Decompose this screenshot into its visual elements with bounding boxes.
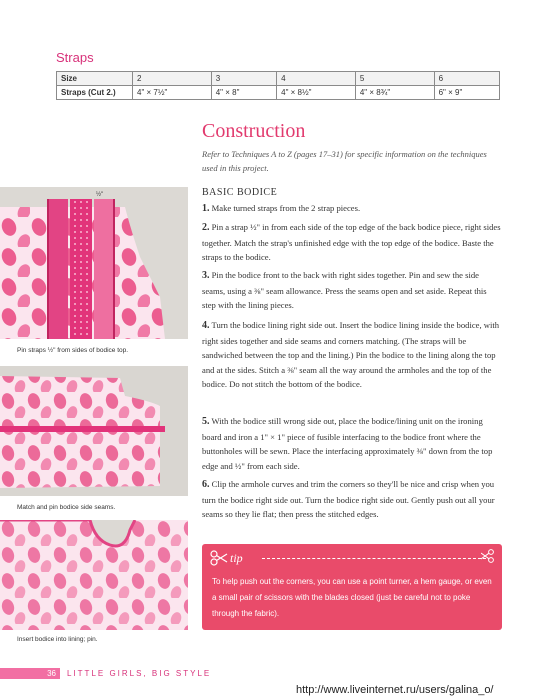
step-1	[202, 201, 502, 217]
step-number: 5.	[202, 416, 210, 427]
step-text: Pin a strap ½" in from each side of the top edge of the back bodice piece, right sides together. Match the strap's unfinished edge with the top edge of the bodice. Baste the straps to the bodice.	[202, 222, 501, 263]
step-3	[202, 268, 502, 313]
step-number: 4.	[202, 320, 210, 331]
construction-heading: Construction	[202, 120, 306, 142]
step-text: Pin the bodice front to the back with right sides together. Pin and sew the side seams, using a ⅜" seam allowance. Press the seams open and set aside. Repeat this step with the lining pieces.	[202, 270, 487, 311]
table-cell: 4	[277, 72, 356, 86]
step-2	[202, 220, 502, 265]
page-number: 36	[47, 669, 56, 678]
step-number: 1.	[202, 203, 210, 214]
section-heading: BASIC BODICE	[202, 187, 278, 198]
photo-caption: Match and pin bodice side seams.	[17, 504, 116, 511]
photo-side-seams	[0, 366, 188, 496]
step-number: 3.	[202, 270, 210, 281]
intro-text: Refer to Techniques A to Z (pages 17–31) for specific information on the techniques used in this project.	[202, 149, 487, 173]
measure-label: ½"	[96, 192, 104, 198]
book-title: LITTLE GIRLS, BIG STYLE	[67, 669, 212, 678]
table-cell: Size	[57, 72, 133, 86]
watermark-url: http://www.liveinternet.ru/users/galina_o/	[296, 684, 494, 696]
table-cell: 2	[133, 72, 212, 86]
step-text: Turn the bodice lining right side out. Insert the bodice lining inside the bodice, with right sides together and side seams and corners matching. (The straps will be sandwiched between the top and the lining.) Pin the bodice to the lining along the top and at the sides. Stitch a ⅜" seam all the way around the armholes and the top of the bodice. Do not stitch the bottom of the bodice.	[202, 320, 500, 390]
step-text: Clip the armhole curves and trim the corners so they'll be nice and crisp when you turn the bodice right side out. Turn the bodice right side out. Gently push out all your seams so they lie flat; then press the stitched edges.	[202, 479, 495, 520]
step-text: Make turned straps from the 2 strap pieces.	[211, 203, 361, 213]
table-row	[57, 86, 500, 100]
photo-caption: Pin straps ½" from sides of bodice top.	[17, 347, 129, 354]
straps-table	[56, 71, 500, 100]
tip-label: tip	[230, 551, 243, 565]
table-cell: 4" × 7½"	[133, 86, 212, 100]
photo-insert-lining	[0, 520, 188, 630]
table-cell: 6" × 9"	[434, 86, 499, 100]
tip-text: To help push out the corners, you can use a point turner, a hem gauge, or even a small pair of scissors with the blades closed (just be careful not to poke through the fabric).	[212, 577, 492, 618]
step-number: 6.	[202, 479, 210, 490]
table-cell: 6	[434, 72, 499, 86]
step-number: 2.	[202, 222, 210, 233]
table-cell: 4" × 8¾"	[355, 86, 434, 100]
table-cell: 5	[355, 72, 434, 86]
photo-caption: Insert bodice into lining; pin.	[17, 636, 98, 643]
step-6	[202, 477, 502, 522]
table-cell: 3	[211, 72, 276, 86]
straps-heading: Straps	[56, 50, 94, 65]
step-4	[202, 318, 502, 392]
step-5	[202, 414, 502, 473]
step-text: With the bodice still wrong side out, place the bodice/lining unit on the ironing board and iron a 1" × 1" piece of fusible interfacing to the bodice front where the buttonholes will be sewn. Place the interfacing approximately ⅜" down from the top edge and ½" from each side.	[202, 416, 493, 471]
table-cell: 4" × 8½"	[277, 86, 356, 100]
table-header-row	[57, 72, 500, 86]
scissors-icon	[481, 549, 495, 563]
photo-pin-straps	[0, 187, 188, 339]
tip-dashed-rule	[262, 558, 486, 559]
table-cell: Straps (Cut 2.)	[57, 86, 133, 100]
scissors-icon	[210, 550, 228, 566]
table-cell: 4" × 8"	[211, 86, 276, 100]
